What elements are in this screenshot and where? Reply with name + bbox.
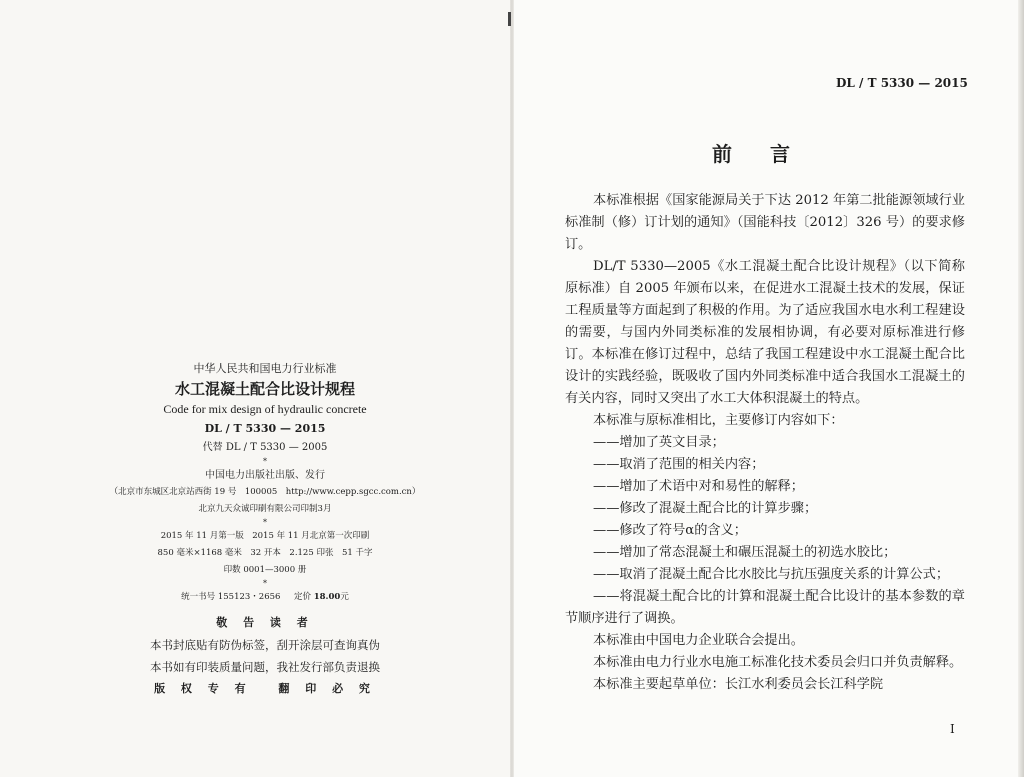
title-cn: 水工混凝土配合比设计规程 <box>174 380 355 398</box>
list-item: ——取消了混凝土配合比水胶比与抗压强度关系的计算公式； <box>593 567 950 582</box>
isbn-price-line <box>80 589 450 606</box>
paragraph-3: 本标准与原标准相比，主要修订内容如下： <box>593 413 844 428</box>
list-item: ——修改了混凝土配合比的计算步骤； <box>593 501 818 516</box>
list-item: ——增加了常态混凝土和碾压混凝土的初选水胶比； <box>593 545 897 560</box>
list-item: ——增加了英文目录； <box>593 435 725 450</box>
separator-star: * <box>263 579 267 588</box>
printer: 北京九天众诚印刷有限公司印制3月 <box>198 504 332 514</box>
print-run: 印数 0001—3000 册 <box>223 565 307 575</box>
title-en: Code for mix design of hydraulic concrete <box>163 402 367 416</box>
replaces-code: 代替 DL / T 5330 — 2005 <box>202 442 328 453</box>
list-item: ——修改了符号α的含义； <box>593 523 747 538</box>
standard-code: DL / T 5330 — 2015 <box>204 422 326 435</box>
copyright-notice: 版 权 专 有 翻 印 必 究 <box>154 682 376 695</box>
running-header-code: DL / T 5330 — 2015 <box>836 76 968 90</box>
paragraph-5: 本标准由电力行业水电施工标准化技术委员会归口并负责解释。 <box>593 655 963 670</box>
price-value: 18.00 <box>313 592 341 602</box>
publisher-address: （北京市东城区北京站西街 19 号 100005 http://www.cepp.sgcc.com.cn） <box>109 487 421 497</box>
paragraph-2: DL/T 5330—2005《水工混凝土配合比设计规程》（以下简称原标准）自 2005 年颁布以来，在促进水工混凝土技术的发展，保证工程质量等方面起到了积极的作用。为了适应我国水电水利工程建设的需要，与国内外同类标准的发展相协调，有必要对原标准进行修订。本标准在修订过程中，总结了我国工程建设中水工混凝土配合比设计的实践经验，既吸收了国内外同类标准中适合我国水工混凝土的有关内容，同时又突出了水工大体积混凝土的特点。 <box>565 259 965 406</box>
foreword-title: 前言 <box>712 142 828 166</box>
standard-type: 中华人民共和国电力行业标准 <box>193 362 337 375</box>
publisher: 中国电力出版社出版、发行 <box>205 470 325 481</box>
notice-title: 敬 告 读 者 <box>216 616 314 629</box>
paragraph-4: 本标准由中国电力企业联合会提出。 <box>593 633 804 648</box>
page-number: I <box>950 722 955 736</box>
spine-mark <box>508 12 511 26</box>
list-item: ——增加了术语中对和易性的解释； <box>593 479 804 494</box>
notice-line-1: 本书封底贴有防伪标签，刮开涂层可查询真伪 <box>150 638 380 652</box>
edition-info: 2015 年 11 月第一版 2015 年 11 月北京第一次印刷 <box>160 531 370 541</box>
colophon <box>80 360 450 700</box>
foreword-body <box>565 190 965 696</box>
price-unit: 元 <box>340 592 349 602</box>
page-edge <box>1018 0 1024 777</box>
format-info: 850 毫米×1168 毫米 32 开本 2.125 印张 51 千字 <box>157 548 373 558</box>
list-item: ——取消了范围的相关内容； <box>593 457 765 472</box>
separator-star: * <box>263 457 267 466</box>
paragraph-1: 本标准根据《国家能源局关于下达 2012 年第二批能源领域行业标准制（修）订计划的通知》（国能科技〔2012〕326 号）的要求修订。 <box>565 193 965 252</box>
price-label: 定价 <box>293 592 311 602</box>
notice-line-2: 本书如有印装质量问题，我社发行部负责退换 <box>150 660 380 674</box>
book-spine <box>510 0 514 777</box>
separator-star: * <box>263 518 267 527</box>
list-item-last: ——将混凝土配合比的计算和混凝土配合比设计的基本参数的章节顺序进行了调换。 <box>565 589 965 626</box>
isbn: 统一书号 155123・2656 <box>181 592 281 602</box>
paragraph-6: 本标准主要起草单位：长江水利委员会长江科学院 <box>593 677 884 692</box>
